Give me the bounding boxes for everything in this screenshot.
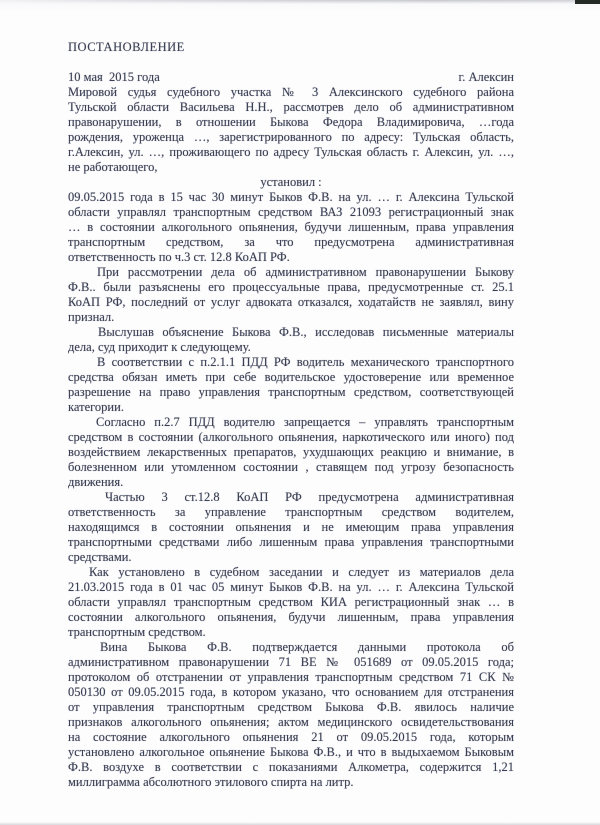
text-line: рождения, уроженца …, зарегистрированного по адресу: Тульская область,: [68, 130, 514, 144]
text-line: средства обязан иметь при себе водительское удостоверение или временное: [68, 370, 514, 384]
text-line: движения.: [68, 475, 124, 489]
text-line: транспортным средством.: [68, 625, 206, 639]
document-content: [68, 40, 514, 790]
text-line: Частью 3 ст.12.8 КоАП РФ предусмотрена административная: [105, 490, 514, 504]
text-line: Тульской области Васильева Н.Н., рассмотрев дело об административном: [68, 100, 514, 114]
text-line: транспортными средствами либо лишенным права управления транспортными: [68, 535, 514, 549]
text-line: находящимся в состоянии опьянения и не имеющим права управления: [68, 520, 514, 534]
text-line: административном правонарушении 71 ВЕ № 051689 от 09.05.2015 года;: [68, 655, 514, 669]
document-place: г. Алексин: [458, 70, 514, 84]
text-line: области управлял транспортным средством КИА регистрационный знак … в: [68, 595, 514, 609]
text-line: Вина Быкова Ф.В. подтверждается данными протокола об: [100, 640, 514, 654]
document-body: [68, 190, 514, 790]
paragraph: [68, 490, 514, 565]
paragraph: [68, 325, 514, 355]
scan-artifact-top-edge: [0, 0, 600, 4]
scan-artifact-top-right-mark: [575, 0, 600, 4]
text-line: 21.03.2015 года в 01 час 05 минут Быков Ф.В. на ул. … г. Алексина Тульской: [68, 580, 514, 594]
text-line: разрешение на право управления транспортным средством, соответствующей: [68, 385, 514, 399]
text-line: от управления транспортным средством Быкова Ф.В. явилось наличие: [68, 700, 514, 714]
text-line: дела, суд приходит к следующему.: [68, 340, 251, 354]
paragraph: [68, 640, 514, 790]
paragraph: [68, 565, 514, 640]
paragraph: [68, 415, 514, 490]
text-line: средствами.: [68, 550, 132, 564]
text-line: 050130 от 09.05.2015 года, в котором указано, что основанием для отстранения: [68, 685, 514, 699]
text-line: области управлял транспортным средством ВАЗ 21093 регистрационный знак: [68, 205, 514, 219]
text-line: КоАП РФ, последний от услуг адвоката отказался, ходатайств не заявлял, вину: [68, 295, 514, 309]
paragraph: [68, 355, 514, 415]
date-place-line: [68, 70, 514, 85]
text-line: В соответствии с п.2.1.1 ПДД РФ водитель механического транспортного: [97, 355, 514, 369]
paragraph: [68, 265, 514, 325]
text-line: болезненном или утомленном состоянии , ставящем под угрозу безопасность: [68, 460, 514, 474]
text-line: Мировой судья судебного участка № 3 Алексинского судебного района: [68, 85, 514, 99]
document-date: 10 мая 2015 года: [68, 70, 160, 84]
text-line: При рассмотрении дела об административном правонарушении Быкову: [97, 265, 514, 279]
text-line: протоколом об отстранении от управления транспортным средством 71 СК №: [68, 670, 514, 684]
text-line: Согласно п.2.7 ПДД водителю запрещается – управлять транспортным: [96, 415, 514, 429]
paragraph: [68, 190, 514, 265]
text-line: … в состоянии алкогольного опьянения, будучи лишенным, права управления: [68, 220, 514, 234]
text-line: установлено алкогольное опьянение Быкова Ф.В., и что в выдыхаемом Быковым: [68, 745, 514, 759]
document-title: ПОСТАНОВЛЕНИЕ: [68, 40, 185, 54]
text-line: г.Алексин, ул. …, проживающего по адресу Тульская область г. Алексин, ул. …,: [68, 145, 514, 159]
text-line: миллиграмма абсолютного этилового спирта на литр.: [68, 775, 354, 789]
text-line: категории.: [68, 400, 124, 414]
text-line: признаков алкогольного опьянения; актом медицинского освидетельствования: [68, 715, 514, 729]
text-line: Как установлено в судебном заседании и следует из материалов дела: [89, 565, 514, 579]
text-line: Ф.В.. были разъяснены его процессуальные права, предусмотренные ст. 25.1: [68, 280, 514, 294]
text-line: не работающего,: [68, 160, 158, 174]
text-line: воздействием лекарственных препаратов, ухудшающих реакцию и внимание, в: [68, 445, 514, 459]
text-line: средством в состоянии (алкогольного опьянения, наркотического или иного) под: [68, 430, 514, 444]
preamble: [68, 85, 514, 175]
text-line: правонарушении, в отношении Быкова Федора Владимировича, …года: [68, 115, 514, 129]
text-line: состоянии алкогольного опьянения, будучи лишенным, права управления: [68, 610, 514, 624]
text-line: ответственность по ч.3 ст. 12.8 КоАП РФ.: [68, 250, 290, 264]
text-line: 09.05.2015 года в 15 час 30 минут Быков Ф.В. на ул. … г. Алексина Тульской: [68, 190, 514, 204]
text-line: на состояние алкогольного опьянения 21 от 09.05.2015 года, которым: [68, 730, 514, 744]
text-line: Ф.В. воздухе в соответствии с показаниями Алкометра, содержится 1,21: [68, 760, 514, 774]
text-line: признал.: [68, 310, 115, 324]
text-line: ответственность за управление транспортным средством водителем,: [68, 505, 514, 519]
established-heading: установил :: [260, 175, 322, 189]
text-line: транспортным средством, за что предусмотрена административная: [68, 235, 514, 249]
text-line: Выслушав объяснение Быкова Ф.В., исследовав письменные материалы: [98, 325, 514, 339]
